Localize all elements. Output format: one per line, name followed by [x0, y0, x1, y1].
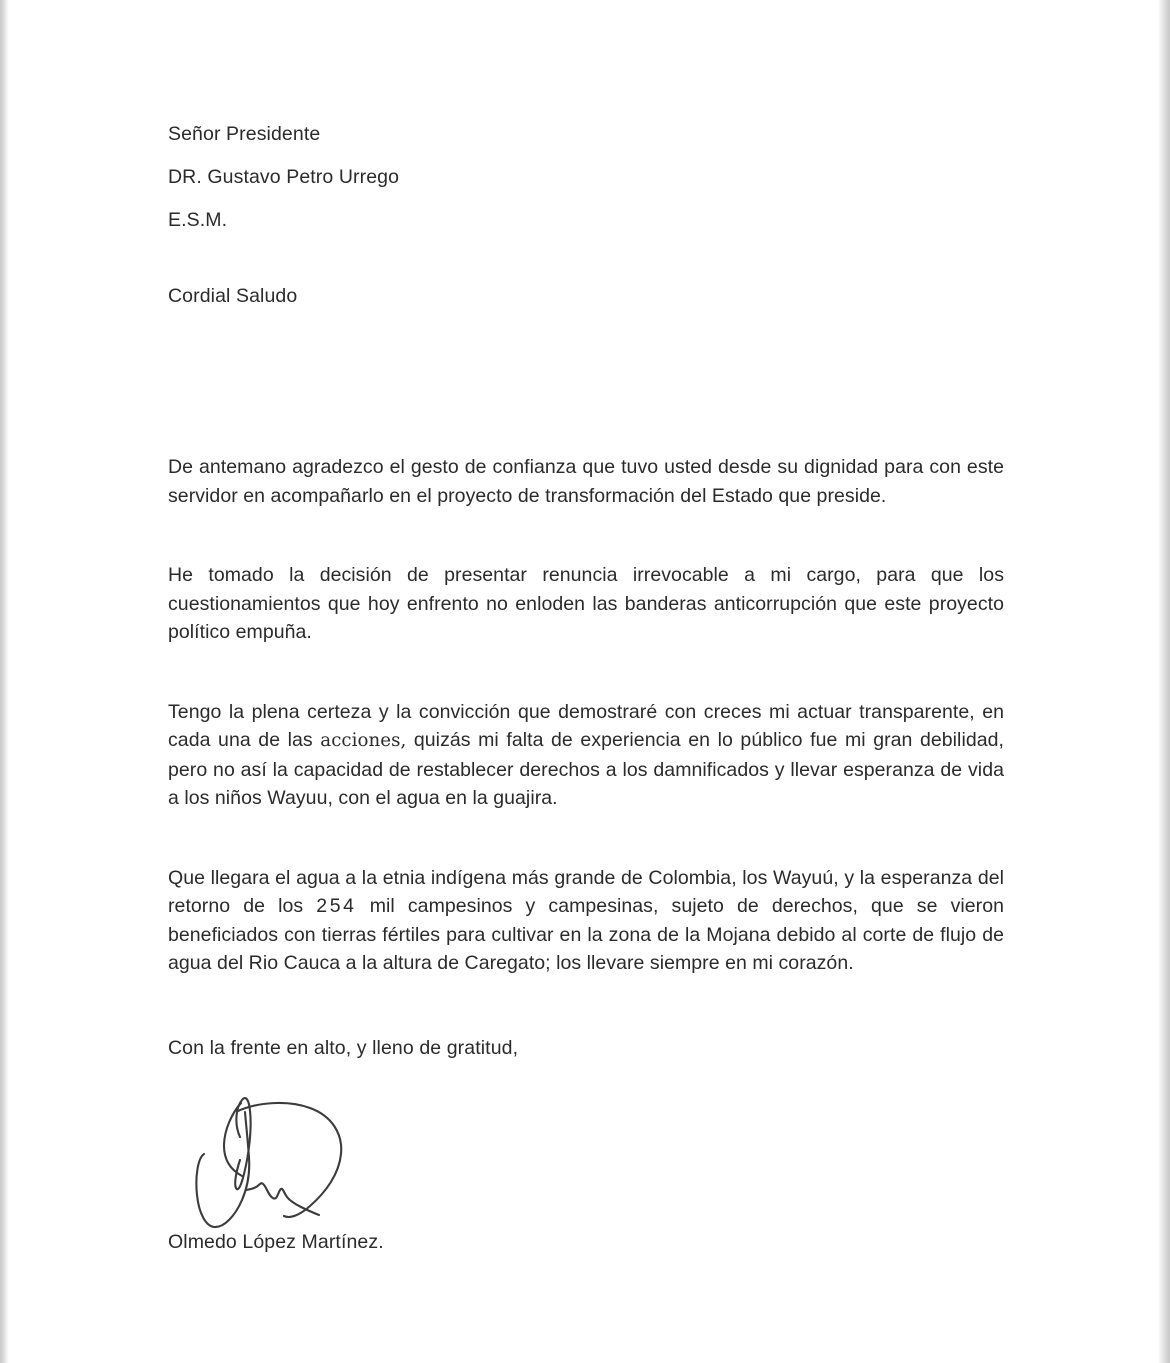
paragraph-1: De antemano agradezco el gesto de confianza que tuvo usted desde su dignidad para con este servidor en acompañarlo en el proyecto de transformación del Estado que preside.: [168, 456, 1004, 507]
page-edge-shadow-left: [0, 0, 9, 1363]
paragraph-3-segment-2: quizás mi falta de experiencia en lo público fue mi gran debilidad, pero no así la capacidad de restablecer derechos a los damnificados y llevar esperanza de vida a los niños Wayuu, con el agua en la guajira.: [168, 729, 1004, 809]
paragraph-3-segment-1: Tengo la plena certeza y la convicción que demostraré con creces mi actuar transparente, en cada una de las: [168, 700, 1004, 751]
addressee-line-esm: E.S.M.: [168, 209, 228, 231]
paragraph-4-segment-2: mil campesinos y campesinas, sujeto de derechos, que se vieron beneficiados con tierras fértiles para cultivar en la zona de la Mojana debido al corte de flujo de agua del Rio Cauca a la altura de Caregato; los llevare siempre en mi corazón.: [168, 895, 1005, 974]
signature-stroke-descender: [196, 1112, 249, 1227]
letter-body: [168, 453, 1004, 978]
addressee-line-name: DR. Gustavo Petro Urrego: [168, 166, 400, 188]
paragraph-4-segment-1: Que llegara el agua a la etnia indígena más grande de Colombia, los Wayuú, y la esperanza del retorno de los: [168, 866, 1004, 917]
paragraph-3-word-acciones: acciones,: [320, 730, 407, 751]
addressee-line-title: Señor Presidente: [168, 123, 321, 145]
signer-name: Olmedo López Martínez.: [168, 1230, 384, 1253]
paragraph-3: [168, 698, 1004, 813]
paragraph-4: [168, 864, 1004, 978]
signature-stroke-zigzag-tail: [246, 1183, 319, 1215]
handwritten-signature-icon: [178, 1080, 358, 1228]
letter-content: [168, 0, 1004, 1256]
paragraph-2: He tomado la decisión de presentar renuncia irrevocable a mi cargo, para que los cuestionamientos que hoy enfrento no enloden las banderas anticorrupción que este proyecto político empuña.: [168, 564, 1004, 643]
salutation: Cordial Saludo: [168, 285, 298, 307]
paragraph-4-figure-254: 254: [316, 895, 357, 917]
page-edge-shadow-right: [1158, 0, 1170, 1363]
addressee-block: [168, 0, 1004, 242]
closing-line: Con la frente en alto, y lleno de gratitud,: [168, 1036, 519, 1059]
signature-area: [168, 1080, 1004, 1228]
